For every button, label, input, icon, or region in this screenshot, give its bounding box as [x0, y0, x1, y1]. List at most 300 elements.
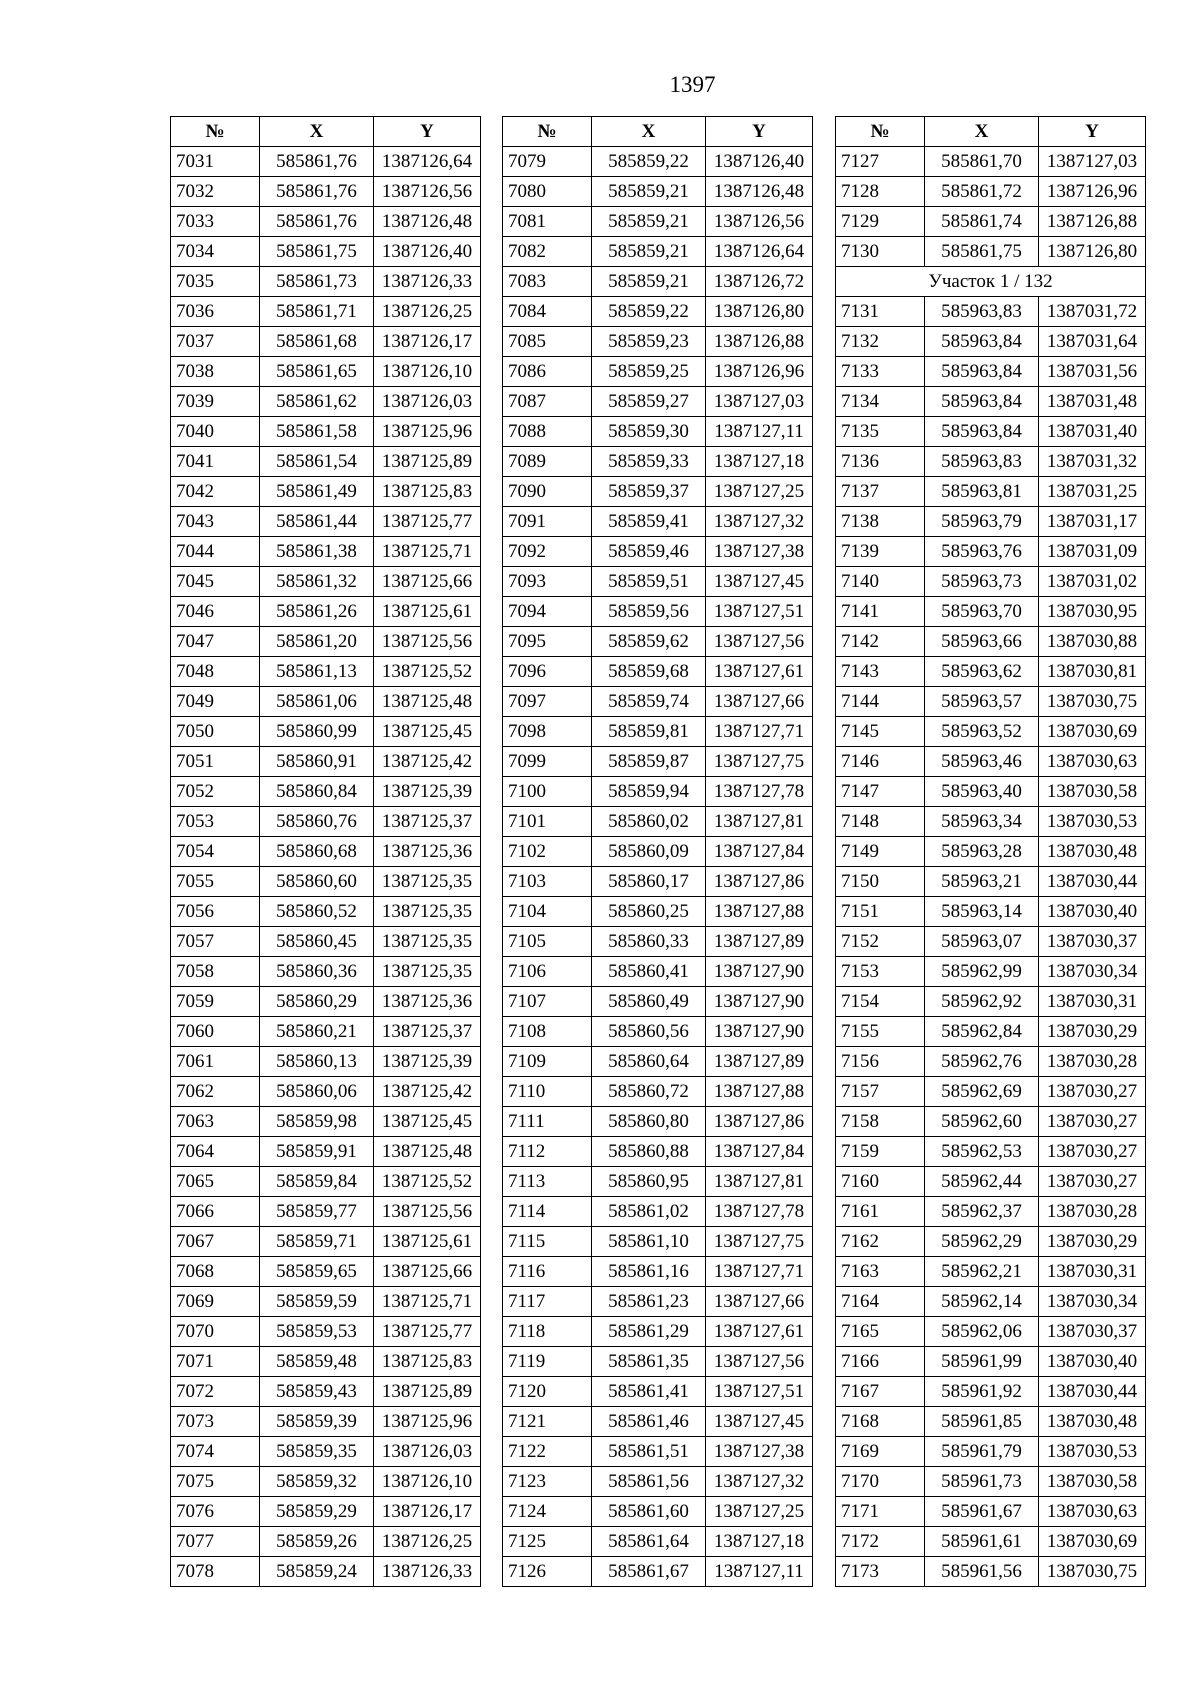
table-row	[171, 1017, 481, 1047]
x-coordinate: 585860,41	[592, 957, 706, 987]
point-number: 7074	[171, 1437, 260, 1467]
table-row	[836, 1227, 1146, 1257]
point-number: 7121	[503, 1407, 592, 1437]
y-coordinate: 1387125,35	[374, 957, 481, 987]
y-coordinate: 1387125,52	[374, 1167, 481, 1197]
y-coordinate: 1387030,29	[1039, 1227, 1146, 1257]
table-row	[836, 387, 1146, 417]
y-coordinate: 1387125,45	[374, 717, 481, 747]
x-coordinate: 585963,52	[925, 717, 1039, 747]
table-row	[503, 1227, 813, 1257]
x-coordinate: 585859,65	[260, 1257, 374, 1287]
y-coordinate: 1387126,64	[374, 147, 481, 177]
x-coordinate: 585860,52	[260, 897, 374, 927]
point-number: 7134	[836, 387, 925, 417]
y-coordinate: 1387030,40	[1039, 897, 1146, 927]
table-row	[503, 327, 813, 357]
point-number: 7094	[503, 597, 592, 627]
table-row	[503, 357, 813, 387]
point-number: 7078	[171, 1557, 260, 1587]
table-row	[503, 147, 813, 177]
y-coordinate: 1387031,17	[1039, 507, 1146, 537]
table-row	[503, 507, 813, 537]
x-coordinate: 585859,30	[592, 417, 706, 447]
x-coordinate: 585860,95	[592, 1167, 706, 1197]
table-row	[171, 1497, 481, 1527]
y-coordinate: 1387030,81	[1039, 657, 1146, 687]
point-number: 7150	[836, 867, 925, 897]
table-row	[171, 1257, 481, 1287]
x-coordinate: 585859,91	[260, 1137, 374, 1167]
point-number: 7037	[171, 327, 260, 357]
x-coordinate: 585962,14	[925, 1287, 1039, 1317]
point-number: 7130	[836, 237, 925, 267]
table-row	[503, 1437, 813, 1467]
x-coordinate: 585859,27	[592, 387, 706, 417]
point-number: 7053	[171, 807, 260, 837]
x-coordinate: 585962,92	[925, 987, 1039, 1017]
x-coordinate: 585861,06	[260, 687, 374, 717]
table-row	[171, 1407, 481, 1437]
point-number: 7114	[503, 1197, 592, 1227]
y-coordinate: 1387125,56	[374, 627, 481, 657]
point-number: 7118	[503, 1317, 592, 1347]
table-row	[503, 417, 813, 447]
table-row	[503, 177, 813, 207]
y-coordinate: 1387031,48	[1039, 387, 1146, 417]
point-number: 7095	[503, 627, 592, 657]
y-coordinate: 1387030,44	[1039, 1377, 1146, 1407]
x-coordinate: 585962,21	[925, 1257, 1039, 1287]
y-coordinate: 1387125,39	[374, 777, 481, 807]
x-coordinate: 585961,79	[925, 1437, 1039, 1467]
y-coordinate: 1387127,66	[706, 687, 813, 717]
point-number: 7086	[503, 357, 592, 387]
y-coordinate: 1387127,81	[706, 1167, 813, 1197]
point-number: 7137	[836, 477, 925, 507]
header-y: Y	[1039, 117, 1146, 147]
y-coordinate: 1387127,75	[706, 1227, 813, 1257]
x-coordinate: 585961,73	[925, 1467, 1039, 1497]
point-number: 7080	[503, 177, 592, 207]
y-coordinate: 1387125,52	[374, 657, 481, 687]
point-number: 7158	[836, 1107, 925, 1137]
point-number: 7169	[836, 1437, 925, 1467]
x-coordinate: 585859,56	[592, 597, 706, 627]
y-coordinate: 1387031,72	[1039, 297, 1146, 327]
x-coordinate: 585963,83	[925, 297, 1039, 327]
point-number: 7140	[836, 567, 925, 597]
x-coordinate: 585963,66	[925, 627, 1039, 657]
y-coordinate: 1387125,83	[374, 1347, 481, 1377]
x-coordinate: 585860,36	[260, 957, 374, 987]
x-coordinate: 585961,56	[925, 1557, 1039, 1587]
point-number: 7132	[836, 327, 925, 357]
x-coordinate: 585861,75	[925, 237, 1039, 267]
table-row	[836, 1497, 1146, 1527]
table-row	[503, 927, 813, 957]
point-number: 7046	[171, 597, 260, 627]
header-x: X	[925, 117, 1039, 147]
point-number: 7128	[836, 177, 925, 207]
y-coordinate: 1387125,37	[374, 807, 481, 837]
x-coordinate: 585861,60	[592, 1497, 706, 1527]
x-coordinate: 585861,29	[592, 1317, 706, 1347]
x-coordinate: 585859,68	[592, 657, 706, 687]
point-number: 7088	[503, 417, 592, 447]
table-row	[503, 1317, 813, 1347]
y-coordinate: 1387127,89	[706, 1047, 813, 1077]
x-coordinate: 585861,32	[260, 567, 374, 597]
table-row	[171, 1347, 481, 1377]
table-row	[503, 1047, 813, 1077]
table-row	[836, 687, 1146, 717]
y-coordinate: 1387030,58	[1039, 1467, 1146, 1497]
y-coordinate: 1387030,34	[1039, 957, 1146, 987]
y-coordinate: 1387125,48	[374, 1137, 481, 1167]
table-row	[171, 807, 481, 837]
table-row	[836, 1467, 1146, 1497]
y-coordinate: 1387125,39	[374, 1047, 481, 1077]
point-number: 7124	[503, 1497, 592, 1527]
y-coordinate: 1387127,71	[706, 1257, 813, 1287]
point-number: 7075	[171, 1467, 260, 1497]
point-number: 7076	[171, 1497, 260, 1527]
x-coordinate: 585861,23	[592, 1287, 706, 1317]
x-coordinate: 585963,07	[925, 927, 1039, 957]
table-row	[836, 357, 1146, 387]
point-number: 7058	[171, 957, 260, 987]
point-number: 7056	[171, 897, 260, 927]
y-coordinate: 1387125,71	[374, 1287, 481, 1317]
y-coordinate: 1387031,02	[1039, 567, 1146, 597]
y-coordinate: 1387127,84	[706, 1137, 813, 1167]
y-coordinate: 1387125,35	[374, 927, 481, 957]
header-x: X	[260, 117, 374, 147]
x-coordinate: 585859,24	[260, 1557, 374, 1587]
y-coordinate: 1387030,37	[1039, 927, 1146, 957]
table-row	[171, 927, 481, 957]
y-coordinate: 1387127,03	[1039, 147, 1146, 177]
x-coordinate: 585963,81	[925, 477, 1039, 507]
x-coordinate: 585962,76	[925, 1047, 1039, 1077]
y-coordinate: 1387125,36	[374, 987, 481, 1017]
y-coordinate: 1387126,17	[374, 327, 481, 357]
x-coordinate: 585859,59	[260, 1287, 374, 1317]
point-number: 7145	[836, 717, 925, 747]
y-coordinate: 1387030,44	[1039, 867, 1146, 897]
x-coordinate: 585860,60	[260, 867, 374, 897]
point-number: 7048	[171, 657, 260, 687]
table-row	[503, 267, 813, 297]
table-row	[503, 837, 813, 867]
table-row	[171, 1527, 481, 1557]
x-coordinate: 585860,33	[592, 927, 706, 957]
point-number: 7036	[171, 297, 260, 327]
table-row	[171, 477, 481, 507]
point-number: 7166	[836, 1347, 925, 1377]
x-coordinate: 585860,45	[260, 927, 374, 957]
point-number: 7146	[836, 747, 925, 777]
table-row	[171, 207, 481, 237]
point-number: 7162	[836, 1227, 925, 1257]
y-coordinate: 1387030,27	[1039, 1137, 1146, 1167]
y-coordinate: 1387030,53	[1039, 1437, 1146, 1467]
point-number: 7066	[171, 1197, 260, 1227]
x-coordinate: 585859,51	[592, 567, 706, 597]
point-number: 7061	[171, 1047, 260, 1077]
point-number: 7100	[503, 777, 592, 807]
y-coordinate: 1387127,81	[706, 807, 813, 837]
x-coordinate: 585860,13	[260, 1047, 374, 1077]
x-coordinate: 585963,14	[925, 897, 1039, 927]
y-coordinate: 1387126,96	[706, 357, 813, 387]
x-coordinate: 585861,68	[260, 327, 374, 357]
y-coordinate: 1387127,56	[706, 627, 813, 657]
y-coordinate: 1387127,38	[706, 1437, 813, 1467]
point-number: 7069	[171, 1287, 260, 1317]
table-row	[171, 267, 481, 297]
point-number: 7040	[171, 417, 260, 447]
point-number: 7079	[503, 147, 592, 177]
x-coordinate: 585963,62	[925, 657, 1039, 687]
x-coordinate: 585861,35	[592, 1347, 706, 1377]
point-number: 7172	[836, 1527, 925, 1557]
table-row	[503, 537, 813, 567]
x-coordinate: 585860,88	[592, 1137, 706, 1167]
x-coordinate: 585962,69	[925, 1077, 1039, 1107]
table-row	[171, 1467, 481, 1497]
point-number: 7106	[503, 957, 592, 987]
y-coordinate: 1387127,86	[706, 867, 813, 897]
point-number: 7165	[836, 1317, 925, 1347]
x-coordinate: 585860,64	[592, 1047, 706, 1077]
point-number: 7154	[836, 987, 925, 1017]
y-coordinate: 1387125,77	[374, 507, 481, 537]
table-row	[171, 987, 481, 1017]
x-coordinate: 585859,48	[260, 1347, 374, 1377]
y-coordinate: 1387126,56	[706, 207, 813, 237]
x-coordinate: 585861,73	[260, 267, 374, 297]
x-coordinate: 585861,64	[592, 1527, 706, 1557]
table-row	[171, 957, 481, 987]
x-coordinate: 585859,84	[260, 1167, 374, 1197]
point-number: 7041	[171, 447, 260, 477]
x-coordinate: 585963,84	[925, 417, 1039, 447]
y-coordinate: 1387127,38	[706, 537, 813, 567]
y-coordinate: 1387126,33	[374, 1557, 481, 1587]
table-row	[836, 507, 1146, 537]
point-number: 7109	[503, 1047, 592, 1077]
y-coordinate: 1387127,11	[706, 417, 813, 447]
y-coordinate: 1387031,09	[1039, 537, 1146, 567]
point-number: 7111	[503, 1107, 592, 1137]
y-coordinate: 1387126,96	[1039, 177, 1146, 207]
point-number: 7157	[836, 1077, 925, 1107]
y-coordinate: 1387126,48	[374, 207, 481, 237]
table-row	[171, 717, 481, 747]
table-row	[836, 957, 1146, 987]
table-row	[836, 867, 1146, 897]
table-row	[503, 1167, 813, 1197]
table-row	[503, 1467, 813, 1497]
x-coordinate: 585860,02	[592, 807, 706, 837]
x-coordinate: 585859,39	[260, 1407, 374, 1437]
table-row	[836, 1107, 1146, 1137]
point-number: 7142	[836, 627, 925, 657]
table-row	[836, 447, 1146, 477]
table-row	[171, 507, 481, 537]
table-row	[171, 1437, 481, 1467]
table-row	[836, 477, 1146, 507]
x-coordinate: 585963,57	[925, 687, 1039, 717]
table-row	[171, 657, 481, 687]
point-number: 7051	[171, 747, 260, 777]
y-coordinate: 1387030,63	[1039, 747, 1146, 777]
point-number: 7039	[171, 387, 260, 417]
y-coordinate: 1387127,66	[706, 1287, 813, 1317]
table-row	[836, 1287, 1146, 1317]
table-row	[503, 897, 813, 927]
point-number: 7115	[503, 1227, 592, 1257]
table-row	[171, 387, 481, 417]
table-row	[836, 1197, 1146, 1227]
y-coordinate: 1387125,66	[374, 567, 481, 597]
table-row	[503, 1527, 813, 1557]
y-coordinate: 1387127,25	[706, 477, 813, 507]
x-coordinate: 585859,77	[260, 1197, 374, 1227]
x-coordinate: 585963,84	[925, 387, 1039, 417]
point-number: 7160	[836, 1167, 925, 1197]
x-coordinate: 585860,76	[260, 807, 374, 837]
y-coordinate: 1387125,56	[374, 1197, 481, 1227]
table-row	[836, 1317, 1146, 1347]
y-coordinate: 1387127,51	[706, 597, 813, 627]
x-coordinate: 585859,21	[592, 237, 706, 267]
point-number: 7097	[503, 687, 592, 717]
point-number: 7072	[171, 1377, 260, 1407]
x-coordinate: 585961,85	[925, 1407, 1039, 1437]
x-coordinate: 585860,84	[260, 777, 374, 807]
table-row	[171, 237, 481, 267]
point-number: 7031	[171, 147, 260, 177]
point-number: 7155	[836, 1017, 925, 1047]
point-number: 7082	[503, 237, 592, 267]
point-number: 7126	[503, 1557, 592, 1587]
y-coordinate: 1387127,75	[706, 747, 813, 777]
x-coordinate: 585860,68	[260, 837, 374, 867]
y-coordinate: 1387127,61	[706, 657, 813, 687]
x-coordinate: 585861,74	[925, 207, 1039, 237]
y-coordinate: 1387127,51	[706, 1377, 813, 1407]
x-coordinate: 585859,94	[592, 777, 706, 807]
y-coordinate: 1387125,77	[374, 1317, 481, 1347]
point-number: 7092	[503, 537, 592, 567]
y-coordinate: 1387126,03	[374, 1437, 481, 1467]
y-coordinate: 1387126,10	[374, 357, 481, 387]
table-row	[503, 1077, 813, 1107]
x-coordinate: 585962,06	[925, 1317, 1039, 1347]
y-coordinate: 1387126,56	[374, 177, 481, 207]
table-row	[171, 897, 481, 927]
table-row	[503, 387, 813, 417]
x-coordinate: 585859,74	[592, 687, 706, 717]
x-coordinate: 585859,87	[592, 747, 706, 777]
y-coordinate: 1387125,96	[374, 417, 481, 447]
x-coordinate: 585962,99	[925, 957, 1039, 987]
table-row	[171, 147, 481, 177]
point-number: 7042	[171, 477, 260, 507]
x-coordinate: 585859,21	[592, 177, 706, 207]
point-number: 7090	[503, 477, 592, 507]
table-row	[171, 1317, 481, 1347]
coordinates-table-3	[835, 116, 1146, 1587]
point-number: 7064	[171, 1137, 260, 1167]
table-row	[503, 657, 813, 687]
y-coordinate: 1387030,31	[1039, 1257, 1146, 1287]
header-x: X	[592, 117, 706, 147]
x-coordinate: 585963,46	[925, 747, 1039, 777]
header-num: №	[171, 117, 260, 147]
point-number: 7102	[503, 837, 592, 867]
table-row	[503, 207, 813, 237]
point-number: 7089	[503, 447, 592, 477]
point-number: 7120	[503, 1377, 592, 1407]
point-number: 7136	[836, 447, 925, 477]
y-coordinate: 1387030,27	[1039, 1077, 1146, 1107]
table-row	[503, 1137, 813, 1167]
y-coordinate: 1387125,35	[374, 867, 481, 897]
point-number: 7033	[171, 207, 260, 237]
x-coordinate: 585859,32	[260, 1467, 374, 1497]
table-row	[171, 537, 481, 567]
point-number: 7059	[171, 987, 260, 1017]
point-number: 7044	[171, 537, 260, 567]
y-coordinate: 1387126,03	[374, 387, 481, 417]
table-row	[503, 567, 813, 597]
x-coordinate: 585859,21	[592, 207, 706, 237]
y-coordinate: 1387030,58	[1039, 777, 1146, 807]
point-number: 7045	[171, 567, 260, 597]
y-coordinate: 1387125,96	[374, 1407, 481, 1437]
point-number: 7122	[503, 1437, 592, 1467]
table-row	[836, 1347, 1146, 1377]
x-coordinate: 585962,53	[925, 1137, 1039, 1167]
table-row	[836, 1377, 1146, 1407]
y-coordinate: 1387030,69	[1039, 717, 1146, 747]
x-coordinate: 585860,06	[260, 1077, 374, 1107]
y-coordinate: 1387127,25	[706, 1497, 813, 1527]
table-row	[836, 207, 1146, 237]
x-coordinate: 585963,21	[925, 867, 1039, 897]
x-coordinate: 585859,21	[592, 267, 706, 297]
y-coordinate: 1387126,72	[706, 267, 813, 297]
table-row	[836, 267, 1146, 297]
x-coordinate: 585860,56	[592, 1017, 706, 1047]
x-coordinate: 585963,79	[925, 507, 1039, 537]
table-row	[171, 357, 481, 387]
x-coordinate: 585859,26	[260, 1527, 374, 1557]
point-number: 7043	[171, 507, 260, 537]
x-coordinate: 585859,43	[260, 1377, 374, 1407]
table-row	[503, 1557, 813, 1587]
table-row	[503, 687, 813, 717]
point-number: 7057	[171, 927, 260, 957]
y-coordinate: 1387127,78	[706, 1197, 813, 1227]
point-number: 7073	[171, 1407, 260, 1437]
x-coordinate: 585861,38	[260, 537, 374, 567]
x-coordinate: 585963,28	[925, 837, 1039, 867]
